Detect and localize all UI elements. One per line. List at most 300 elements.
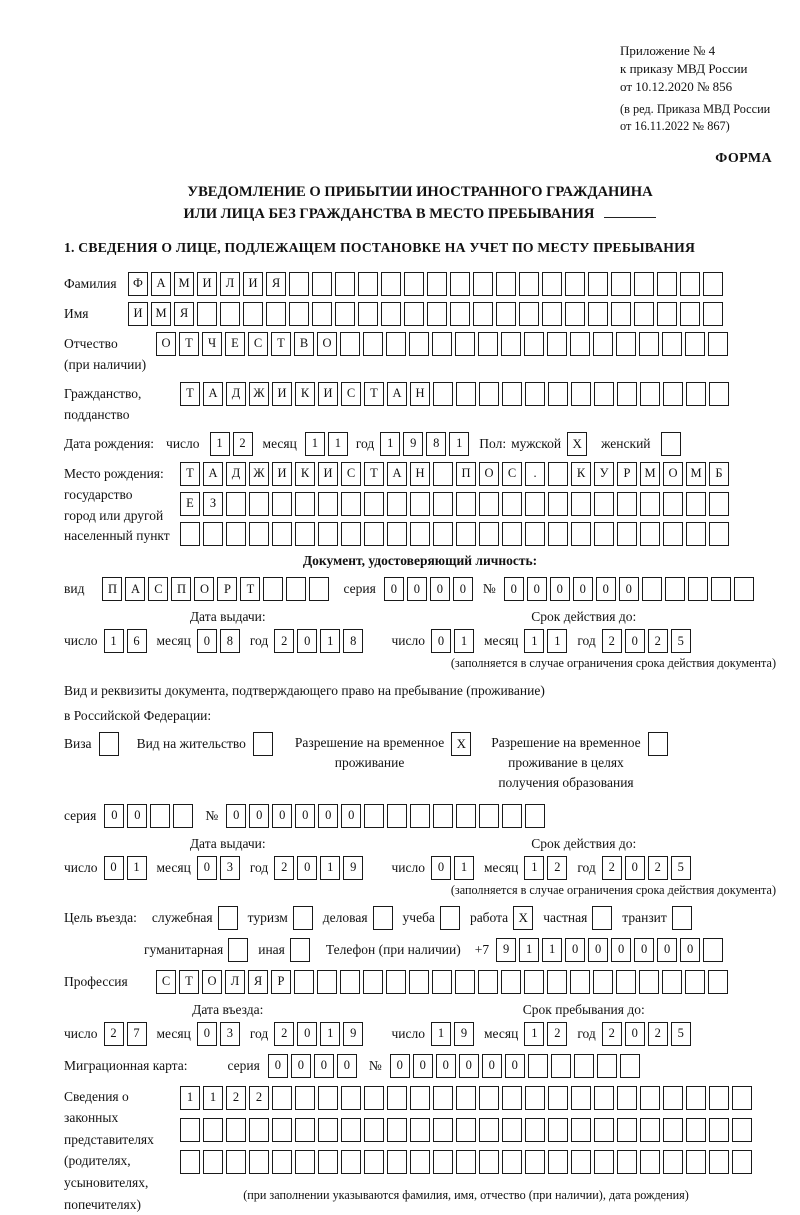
char-cell[interactable] <box>732 1086 752 1110</box>
char-cell[interactable] <box>341 492 361 516</box>
char-cell[interactable]: 2 <box>274 856 294 880</box>
char-cell[interactable] <box>386 332 406 356</box>
char-cell[interactable] <box>410 804 430 828</box>
char-cell[interactable]: 1 <box>328 432 348 456</box>
char-cell[interactable]: 0 <box>550 577 570 601</box>
char-cell[interactable]: 2 <box>226 1086 246 1110</box>
char-cell[interactable] <box>548 1150 568 1174</box>
char-cell[interactable]: 1 <box>542 938 562 962</box>
char-cell[interactable] <box>404 302 424 326</box>
char-cell[interactable]: 1 <box>320 629 340 653</box>
char-cell[interactable] <box>525 492 545 516</box>
char-cell[interactable] <box>427 302 447 326</box>
char-cell[interactable]: 0 <box>596 577 616 601</box>
char-cell[interactable] <box>594 1150 614 1174</box>
char-cell[interactable] <box>387 522 407 546</box>
char-cell[interactable] <box>593 332 613 356</box>
char-cell[interactable]: 0 <box>680 938 700 962</box>
char-cell[interactable]: 0 <box>625 629 645 653</box>
char-cell[interactable]: 0 <box>634 938 654 962</box>
char-cell[interactable]: 0 <box>619 577 639 601</box>
char-cell[interactable] <box>571 492 591 516</box>
char-cell[interactable] <box>642 577 662 601</box>
char-cell[interactable]: И <box>318 462 338 486</box>
char-cell[interactable] <box>479 804 499 828</box>
temp-residence-checkbox[interactable]: X <box>451 732 471 756</box>
char-cell[interactable]: С <box>148 577 168 601</box>
char-cell[interactable] <box>312 302 332 326</box>
char-cell[interactable] <box>547 332 567 356</box>
char-cell[interactable] <box>456 382 476 406</box>
char-cell[interactable] <box>479 492 499 516</box>
char-cell[interactable]: И <box>243 272 263 296</box>
char-cell[interactable]: 0 <box>625 1022 645 1046</box>
char-cell[interactable] <box>432 332 452 356</box>
char-cell[interactable] <box>617 1118 637 1142</box>
char-cell[interactable]: 0 <box>625 856 645 880</box>
char-cell[interactable]: У <box>594 462 614 486</box>
char-cell[interactable] <box>180 1150 200 1174</box>
char-cell[interactable] <box>708 970 728 994</box>
char-cell[interactable]: 0 <box>337 1054 357 1078</box>
char-cell[interactable]: М <box>174 272 194 296</box>
char-cell[interactable] <box>226 492 246 516</box>
char-cell[interactable]: Ч <box>202 332 222 356</box>
char-cell[interactable] <box>309 577 329 601</box>
char-cell[interactable] <box>616 332 636 356</box>
char-cell[interactable] <box>496 302 516 326</box>
char-cell[interactable] <box>524 332 544 356</box>
char-cell[interactable] <box>594 522 614 546</box>
char-cell[interactable]: 0 <box>104 804 124 828</box>
char-cell[interactable] <box>364 804 384 828</box>
char-cell[interactable]: П <box>456 462 476 486</box>
char-cell[interactable]: Р <box>617 462 637 486</box>
char-cell[interactable] <box>639 332 659 356</box>
char-cell[interactable]: И <box>128 302 148 326</box>
temp-residence-education-checkbox[interactable] <box>648 732 668 756</box>
char-cell[interactable] <box>410 1086 430 1110</box>
char-cell[interactable] <box>455 970 475 994</box>
purpose-other-checkbox[interactable] <box>290 938 310 962</box>
char-cell[interactable]: 1 <box>454 629 474 653</box>
char-cell[interactable] <box>203 522 223 546</box>
char-cell[interactable] <box>173 804 193 828</box>
char-cell[interactable] <box>617 522 637 546</box>
char-cell[interactable]: К <box>295 382 315 406</box>
char-cell[interactable] <box>662 970 682 994</box>
char-cell[interactable] <box>318 522 338 546</box>
char-cell[interactable]: 7 <box>127 1022 147 1046</box>
char-cell[interactable] <box>665 577 685 601</box>
char-cell[interactable] <box>272 1150 292 1174</box>
char-cell[interactable]: 0 <box>504 577 524 601</box>
char-cell[interactable] <box>686 382 706 406</box>
char-cell[interactable] <box>203 1150 223 1174</box>
char-cell[interactable] <box>364 1150 384 1174</box>
char-cell[interactable]: 0 <box>390 1054 410 1078</box>
char-cell[interactable] <box>203 1118 223 1142</box>
char-cell[interactable] <box>548 522 568 546</box>
char-cell[interactable] <box>341 1086 361 1110</box>
char-cell[interactable] <box>548 1118 568 1142</box>
char-cell[interactable]: 0 <box>413 1054 433 1078</box>
char-cell[interactable] <box>387 804 407 828</box>
char-cell[interactable]: С <box>156 970 176 994</box>
char-cell[interactable] <box>456 1118 476 1142</box>
char-cell[interactable] <box>502 1150 522 1174</box>
char-cell[interactable] <box>340 332 360 356</box>
char-cell[interactable] <box>501 970 521 994</box>
char-cell[interactable] <box>364 1086 384 1110</box>
char-cell[interactable]: 0 <box>431 629 451 653</box>
char-cell[interactable] <box>571 1086 591 1110</box>
char-cell[interactable] <box>433 492 453 516</box>
char-cell[interactable] <box>363 970 383 994</box>
char-cell[interactable] <box>433 1086 453 1110</box>
char-cell[interactable] <box>685 332 705 356</box>
char-cell[interactable] <box>502 1118 522 1142</box>
char-cell[interactable] <box>295 492 315 516</box>
char-cell[interactable]: О <box>663 462 683 486</box>
char-cell[interactable] <box>571 522 591 546</box>
char-cell[interactable] <box>663 1086 683 1110</box>
char-cell[interactable] <box>571 1150 591 1174</box>
char-cell[interactable] <box>289 272 309 296</box>
char-cell[interactable]: 0 <box>453 577 473 601</box>
char-cell[interactable]: О <box>479 462 499 486</box>
char-cell[interactable] <box>501 332 521 356</box>
char-cell[interactable] <box>502 382 522 406</box>
char-cell[interactable]: 0 <box>272 804 292 828</box>
char-cell[interactable] <box>479 382 499 406</box>
char-cell[interactable] <box>617 1086 637 1110</box>
char-cell[interactable]: 2 <box>274 1022 294 1046</box>
char-cell[interactable] <box>565 272 585 296</box>
char-cell[interactable] <box>364 492 384 516</box>
char-cell[interactable]: С <box>341 382 361 406</box>
char-cell[interactable]: Л <box>220 272 240 296</box>
char-cell[interactable] <box>525 1086 545 1110</box>
char-cell[interactable]: 2 <box>547 1022 567 1046</box>
char-cell[interactable] <box>594 1118 614 1142</box>
char-cell[interactable]: 1 <box>180 1086 200 1110</box>
char-cell[interactable]: 0 <box>297 856 317 880</box>
char-cell[interactable] <box>266 302 286 326</box>
char-cell[interactable] <box>685 970 705 994</box>
char-cell[interactable]: 9 <box>454 1022 474 1046</box>
char-cell[interactable] <box>364 1118 384 1142</box>
char-cell[interactable] <box>410 492 430 516</box>
char-cell[interactable]: 0 <box>249 804 269 828</box>
char-cell[interactable] <box>294 970 314 994</box>
purpose-private-checkbox[interactable] <box>592 906 612 930</box>
char-cell[interactable]: 2 <box>648 629 668 653</box>
char-cell[interactable]: 2 <box>602 1022 622 1046</box>
char-cell[interactable] <box>432 970 452 994</box>
char-cell[interactable] <box>525 804 545 828</box>
char-cell[interactable]: О <box>156 332 176 356</box>
char-cell[interactable] <box>617 1150 637 1174</box>
char-cell[interactable]: О <box>317 332 337 356</box>
char-cell[interactable] <box>502 522 522 546</box>
char-cell[interactable] <box>286 577 306 601</box>
char-cell[interactable] <box>640 382 660 406</box>
char-cell[interactable] <box>594 1086 614 1110</box>
char-cell[interactable]: И <box>197 272 217 296</box>
char-cell[interactable] <box>639 970 659 994</box>
char-cell[interactable] <box>634 272 654 296</box>
char-cell[interactable] <box>358 272 378 296</box>
char-cell[interactable] <box>409 970 429 994</box>
char-cell[interactable] <box>433 462 453 486</box>
char-cell[interactable] <box>473 272 493 296</box>
char-cell[interactable]: 0 <box>431 856 451 880</box>
char-cell[interactable] <box>318 1086 338 1110</box>
char-cell[interactable]: Т <box>364 382 384 406</box>
char-cell[interactable]: Н <box>410 462 430 486</box>
purpose-official-checkbox[interactable] <box>218 906 238 930</box>
char-cell[interactable]: 1 <box>547 629 567 653</box>
char-cell[interactable]: П <box>102 577 122 601</box>
char-cell[interactable] <box>226 1150 246 1174</box>
char-cell[interactable] <box>709 382 729 406</box>
char-cell[interactable] <box>616 970 636 994</box>
char-cell[interactable] <box>479 522 499 546</box>
char-cell[interactable] <box>551 1054 571 1078</box>
char-cell[interactable] <box>364 522 384 546</box>
char-cell[interactable] <box>574 1054 594 1078</box>
char-cell[interactable]: 0 <box>527 577 547 601</box>
char-cell[interactable] <box>588 272 608 296</box>
purpose-tourism-checkbox[interactable] <box>293 906 313 930</box>
char-cell[interactable] <box>617 382 637 406</box>
char-cell[interactable]: А <box>387 462 407 486</box>
char-cell[interactable]: Д <box>226 382 246 406</box>
char-cell[interactable] <box>180 522 200 546</box>
char-cell[interactable]: 2 <box>547 856 567 880</box>
char-cell[interactable] <box>341 522 361 546</box>
char-cell[interactable]: Д <box>226 462 246 486</box>
char-cell[interactable] <box>708 332 728 356</box>
char-cell[interactable]: С <box>502 462 522 486</box>
char-cell[interactable]: Т <box>179 970 199 994</box>
char-cell[interactable] <box>433 1118 453 1142</box>
char-cell[interactable]: 0 <box>430 577 450 601</box>
visa-checkbox[interactable] <box>99 732 119 756</box>
char-cell[interactable] <box>226 1118 246 1142</box>
char-cell[interactable]: 1 <box>380 432 400 456</box>
char-cell[interactable]: 0 <box>565 938 585 962</box>
char-cell[interactable] <box>473 302 493 326</box>
char-cell[interactable]: И <box>318 382 338 406</box>
char-cell[interactable] <box>525 382 545 406</box>
char-cell[interactable]: 1 <box>320 856 340 880</box>
char-cell[interactable] <box>525 522 545 546</box>
char-cell[interactable]: Я <box>266 272 286 296</box>
char-cell[interactable] <box>456 804 476 828</box>
char-cell[interactable] <box>594 492 614 516</box>
char-cell[interactable] <box>249 522 269 546</box>
char-cell[interactable] <box>640 1118 660 1142</box>
char-cell[interactable] <box>732 1118 752 1142</box>
char-cell[interactable] <box>358 302 378 326</box>
char-cell[interactable]: 9 <box>343 1022 363 1046</box>
char-cell[interactable] <box>547 970 567 994</box>
char-cell[interactable]: Е <box>180 492 200 516</box>
char-cell[interactable] <box>295 1150 315 1174</box>
gender-male-checkbox[interactable]: X <box>567 432 587 456</box>
char-cell[interactable]: Н <box>410 382 430 406</box>
char-cell[interactable] <box>548 1086 568 1110</box>
char-cell[interactable]: А <box>203 462 223 486</box>
char-cell[interactable]: 0 <box>197 1022 217 1046</box>
char-cell[interactable] <box>272 492 292 516</box>
char-cell[interactable]: 0 <box>197 629 217 653</box>
char-cell[interactable]: 3 <box>220 1022 240 1046</box>
char-cell[interactable]: Т <box>364 462 384 486</box>
char-cell[interactable] <box>709 1118 729 1142</box>
char-cell[interactable] <box>663 1118 683 1142</box>
char-cell[interactable]: К <box>295 462 315 486</box>
char-cell[interactable] <box>433 522 453 546</box>
char-cell[interactable] <box>524 970 544 994</box>
char-cell[interactable]: Я <box>248 970 268 994</box>
char-cell[interactable] <box>263 577 283 601</box>
char-cell[interactable] <box>387 492 407 516</box>
gender-female-checkbox[interactable] <box>661 432 681 456</box>
char-cell[interactable]: 0 <box>482 1054 502 1078</box>
char-cell[interactable]: А <box>151 272 171 296</box>
char-cell[interactable] <box>381 302 401 326</box>
char-cell[interactable] <box>335 272 355 296</box>
char-cell[interactable]: 5 <box>671 629 691 653</box>
char-cell[interactable]: 1 <box>454 856 474 880</box>
char-cell[interactable] <box>456 1150 476 1174</box>
char-cell[interactable] <box>634 302 654 326</box>
char-cell[interactable] <box>220 302 240 326</box>
char-cell[interactable]: 0 <box>573 577 593 601</box>
purpose-study-checkbox[interactable] <box>440 906 460 930</box>
char-cell[interactable] <box>662 332 682 356</box>
char-cell[interactable]: Ж <box>249 462 269 486</box>
char-cell[interactable] <box>657 302 677 326</box>
char-cell[interactable] <box>640 1086 660 1110</box>
char-cell[interactable] <box>433 1150 453 1174</box>
char-cell[interactable]: М <box>640 462 660 486</box>
char-cell[interactable] <box>571 1118 591 1142</box>
char-cell[interactable] <box>317 970 337 994</box>
char-cell[interactable]: С <box>248 332 268 356</box>
char-cell[interactable] <box>519 302 539 326</box>
char-cell[interactable] <box>525 1118 545 1142</box>
char-cell[interactable]: 0 <box>384 577 404 601</box>
char-cell[interactable]: Л <box>225 970 245 994</box>
char-cell[interactable] <box>502 492 522 516</box>
char-cell[interactable] <box>249 1118 269 1142</box>
char-cell[interactable] <box>455 332 475 356</box>
char-cell[interactable] <box>295 1086 315 1110</box>
char-cell[interactable] <box>686 492 706 516</box>
char-cell[interactable] <box>620 1054 640 1078</box>
char-cell[interactable]: 2 <box>233 432 253 456</box>
char-cell[interactable] <box>663 492 683 516</box>
char-cell[interactable] <box>542 302 562 326</box>
purpose-work-checkbox[interactable]: X <box>513 906 533 930</box>
char-cell[interactable]: 1 <box>320 1022 340 1046</box>
char-cell[interactable]: 0 <box>226 804 246 828</box>
char-cell[interactable] <box>295 522 315 546</box>
char-cell[interactable]: З <box>203 492 223 516</box>
char-cell[interactable] <box>680 272 700 296</box>
char-cell[interactable]: К <box>571 462 591 486</box>
char-cell[interactable]: М <box>151 302 171 326</box>
char-cell[interactable]: 0 <box>588 938 608 962</box>
char-cell[interactable] <box>588 302 608 326</box>
char-cell[interactable]: 1 <box>203 1086 223 1110</box>
char-cell[interactable]: А <box>203 382 223 406</box>
char-cell[interactable]: 6 <box>127 629 147 653</box>
char-cell[interactable] <box>340 970 360 994</box>
char-cell[interactable] <box>502 804 522 828</box>
char-cell[interactable]: И <box>272 462 292 486</box>
char-cell[interactable] <box>456 1086 476 1110</box>
char-cell[interactable] <box>528 1054 548 1078</box>
char-cell[interactable]: 5 <box>671 856 691 880</box>
char-cell[interactable] <box>640 492 660 516</box>
char-cell[interactable] <box>226 522 246 546</box>
char-cell[interactable] <box>433 804 453 828</box>
char-cell[interactable] <box>597 1054 617 1078</box>
char-cell[interactable] <box>272 1118 292 1142</box>
char-cell[interactable] <box>548 492 568 516</box>
char-cell[interactable] <box>450 272 470 296</box>
char-cell[interactable] <box>335 302 355 326</box>
char-cell[interactable]: Т <box>180 462 200 486</box>
char-cell[interactable] <box>410 1118 430 1142</box>
char-cell[interactable]: 0 <box>268 1054 288 1078</box>
char-cell[interactable]: О <box>202 970 222 994</box>
char-cell[interactable] <box>686 1086 706 1110</box>
char-cell[interactable]: 9 <box>496 938 516 962</box>
char-cell[interactable]: 9 <box>343 856 363 880</box>
char-cell[interactable]: Р <box>217 577 237 601</box>
char-cell[interactable]: 2 <box>274 629 294 653</box>
char-cell[interactable] <box>571 382 591 406</box>
char-cell[interactable]: 1 <box>127 856 147 880</box>
char-cell[interactable]: 0 <box>436 1054 456 1078</box>
char-cell[interactable]: 1 <box>524 856 544 880</box>
char-cell[interactable] <box>709 1150 729 1174</box>
char-cell[interactable] <box>318 1118 338 1142</box>
char-cell[interactable]: 9 <box>403 432 423 456</box>
char-cell[interactable]: 2 <box>602 629 622 653</box>
purpose-humanitarian-checkbox[interactable] <box>228 938 248 962</box>
char-cell[interactable] <box>703 272 723 296</box>
char-cell[interactable]: 0 <box>297 1022 317 1046</box>
char-cell[interactable]: Т <box>271 332 291 356</box>
char-cell[interactable]: А <box>387 382 407 406</box>
char-cell[interactable] <box>318 492 338 516</box>
char-cell[interactable]: Ж <box>249 382 269 406</box>
char-cell[interactable] <box>404 272 424 296</box>
char-cell[interactable]: 0 <box>505 1054 525 1078</box>
char-cell[interactable] <box>709 522 729 546</box>
char-cell[interactable]: 0 <box>407 577 427 601</box>
char-cell[interactable] <box>433 382 453 406</box>
char-cell[interactable] <box>565 302 585 326</box>
residence-permit-checkbox[interactable] <box>253 732 273 756</box>
